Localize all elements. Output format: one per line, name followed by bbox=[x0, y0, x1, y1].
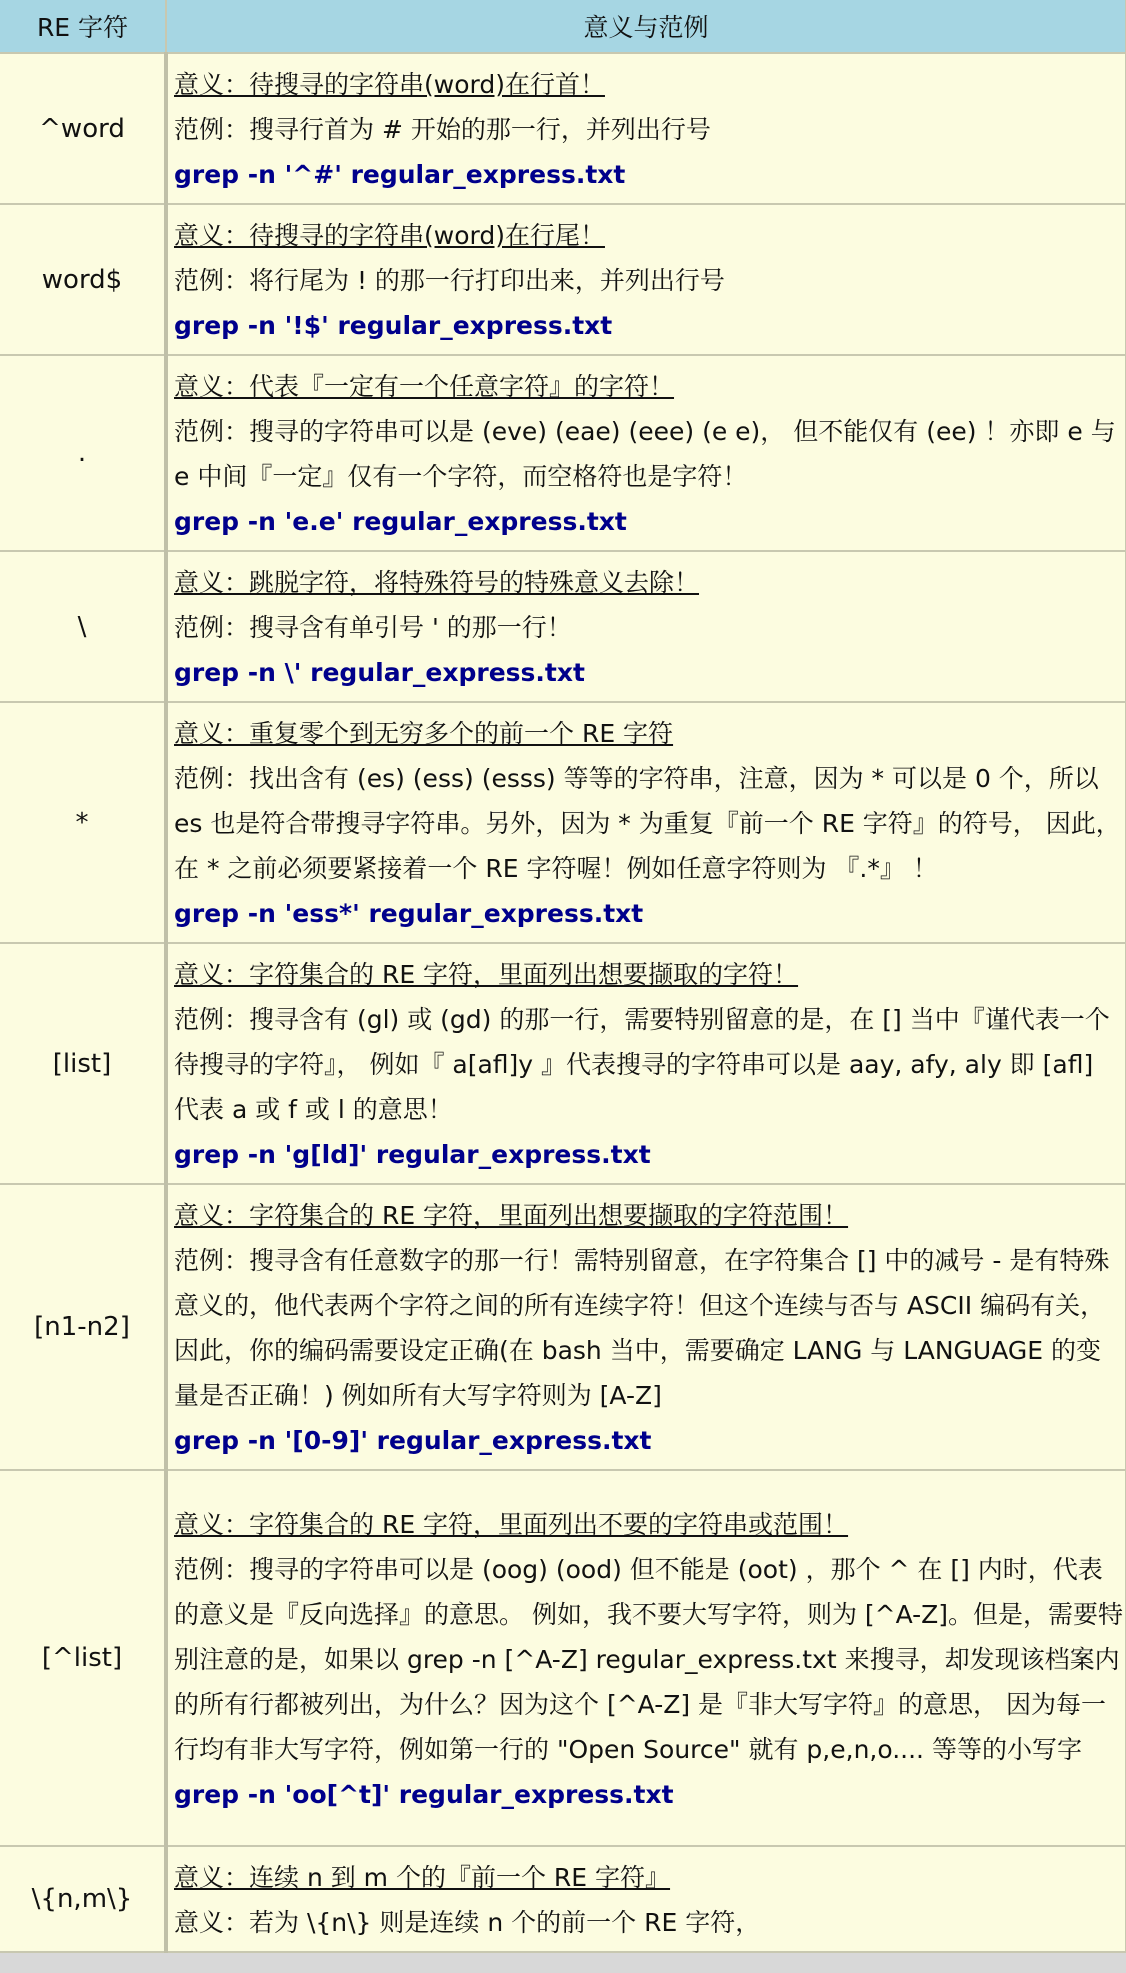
example-text: 范例：搜寻的字符串可以是 (oog) (ood) 但不能是 (oot) ，那个 ^ 在 [] 内时，代表的意义是『反向选择』的意思。 例如，我不要大写字符，则为 [^A-Z]。但是，需要特别注意的是，如果以 grep -n [^A-Z] regular_express.txt 来搜寻，却发现该档案内的所有行都被列出，为什么？因为这个 [^A-Z] 是『非大写字符』的意思， 因为每一行均有非大写字符，例如第一行的 "Open Source" 就有 p,e,n,o.... 等等的小写字 bbox=[174, 1554, 1124, 1764]
description-cell bbox=[166, 702, 1126, 943]
description-cell bbox=[166, 1184, 1126, 1470]
meaning-text: 意义：字符集合的 RE 字符，里面列出不要的字符串或范围！ bbox=[174, 1509, 849, 1539]
re-symbol: . bbox=[0, 355, 166, 551]
command-text: grep -n 'e.e' regular_express.txt bbox=[174, 507, 627, 536]
command-text: grep -n 'oo[^t]' regular_express.txt bbox=[174, 1779, 674, 1809]
table-row bbox=[0, 702, 1126, 943]
re-symbol: \{n,m\} bbox=[0, 1846, 166, 1952]
header-re-char: RE 字符 bbox=[0, 0, 166, 53]
description-cell bbox=[166, 1470, 1126, 1846]
example-text: 范例：搜寻含有单引号 ' 的那一行！ bbox=[174, 613, 572, 642]
example-text: 意义：若为 \{n\} 则是连续 n 个的前一个 RE 字符， bbox=[174, 1908, 761, 1937]
description-cell bbox=[166, 1846, 1126, 1952]
re-symbol: [^list] bbox=[0, 1470, 166, 1846]
table-row bbox=[0, 943, 1126, 1184]
example-text: 范例：搜寻含有 (gl) 或 (gd) 的那一行，需要特别留意的是，在 [] 当中『谨代表一个待搜寻的字符』， 例如『 a[afl]y 』代表搜寻的字符串可以是 aay, afy, aly 即 [afl] 代表 a 或 f 或 l 的意思！ bbox=[174, 1005, 1110, 1124]
table-row bbox=[0, 355, 1126, 551]
table-row bbox=[0, 1470, 1126, 1846]
description-cell bbox=[166, 943, 1126, 1184]
command-text: grep -n '[0-9]' regular_express.txt bbox=[174, 1426, 652, 1455]
meaning-text: 意义：跳脱字符，将特殊符号的特殊意义去除！ bbox=[174, 568, 700, 597]
table-row bbox=[0, 1184, 1126, 1470]
table-row bbox=[0, 1846, 1126, 1952]
header-row bbox=[0, 0, 1126, 53]
example-text: 范例：找出含有 (es) (ess) (esss) 等等的字符串，注意，因为 * 可以是 0 个，所以 es 也是符合带搜寻字符串。另外，因为 * 为重复『前一个 RE 字符』的符号， 因此，在 * 之前必须要紧接着一个 RE 字符喔！例如任意字符则为 『.*』 ！ bbox=[174, 764, 1121, 883]
re-symbol: [list] bbox=[0, 943, 166, 1184]
meaning-text: 意义：重复零个到无穷多个的前一个 RE 字符 bbox=[174, 719, 674, 748]
description-cell bbox=[166, 53, 1126, 204]
meaning-text: 意义：待搜寻的字符串(word)在行尾！ bbox=[174, 221, 605, 250]
meaning-text: 意义：代表『一定有一个任意字符』的字符！ bbox=[174, 372, 675, 401]
command-text: grep -n 'g[ld]' regular_express.txt bbox=[174, 1140, 651, 1169]
description-cell bbox=[166, 551, 1126, 702]
example-text: 范例：搜寻含有任意数字的那一行！需特别留意，在字符集合 [] 中的减号 - 是有特殊意义的，他代表两个字符之间的所有连续字符！但这个连续与否与 ASCII 编码有关，因此，你的编码需要设定正确(在 bash 当中，需要确定 LANG 与 LANGUAGE 的变量是否正确！) 例如所有大写字符则为 [A-Z] bbox=[174, 1246, 1110, 1410]
meaning-text: 意义：字符集合的 RE 字符，里面列出想要撷取的字符！ bbox=[174, 960, 799, 989]
meaning-text: 意义：连续 n 到 m 个的『前一个 RE 字符』 bbox=[174, 1863, 671, 1892]
example-text: 范例：搜寻的字符串可以是 (eve) (eae) (eee) (e e)， 但不能仅有 (ee) ！亦即 e 与 e 中间『一定』仅有一个字符，而空格符也是字符！ bbox=[174, 417, 1116, 491]
re-symbol: \ bbox=[0, 551, 166, 702]
description-cell bbox=[166, 355, 1126, 551]
command-text: grep -n '!$' regular_express.txt bbox=[174, 311, 613, 340]
example-text: 范例：搜寻行首为 # 开始的那一行，并列出行号 bbox=[174, 115, 711, 144]
meaning-text: 意义：待搜寻的字符串(word)在行首！ bbox=[174, 70, 605, 99]
table-row bbox=[0, 204, 1126, 355]
re-symbol: ^word bbox=[0, 53, 166, 204]
command-text: grep -n '^#' regular_express.txt bbox=[174, 160, 626, 189]
description-cell bbox=[166, 204, 1126, 355]
header-meaning-example: 意义与范例 bbox=[166, 0, 1126, 53]
command-text: grep -n \' regular_express.txt bbox=[174, 658, 585, 687]
meaning-text: 意义：字符集合的 RE 字符，里面列出想要撷取的字符范围！ bbox=[174, 1201, 849, 1230]
re-symbol: word$ bbox=[0, 204, 166, 355]
command-text: grep -n 'ess*' regular_express.txt bbox=[174, 899, 644, 928]
example-text: 范例：将行尾为 ! 的那一行打印出来，并列出行号 bbox=[174, 266, 725, 295]
table-row bbox=[0, 53, 1126, 204]
re-symbol: [n1-n2] bbox=[0, 1184, 166, 1470]
table-row bbox=[0, 551, 1126, 702]
re-symbol: * bbox=[0, 702, 166, 943]
